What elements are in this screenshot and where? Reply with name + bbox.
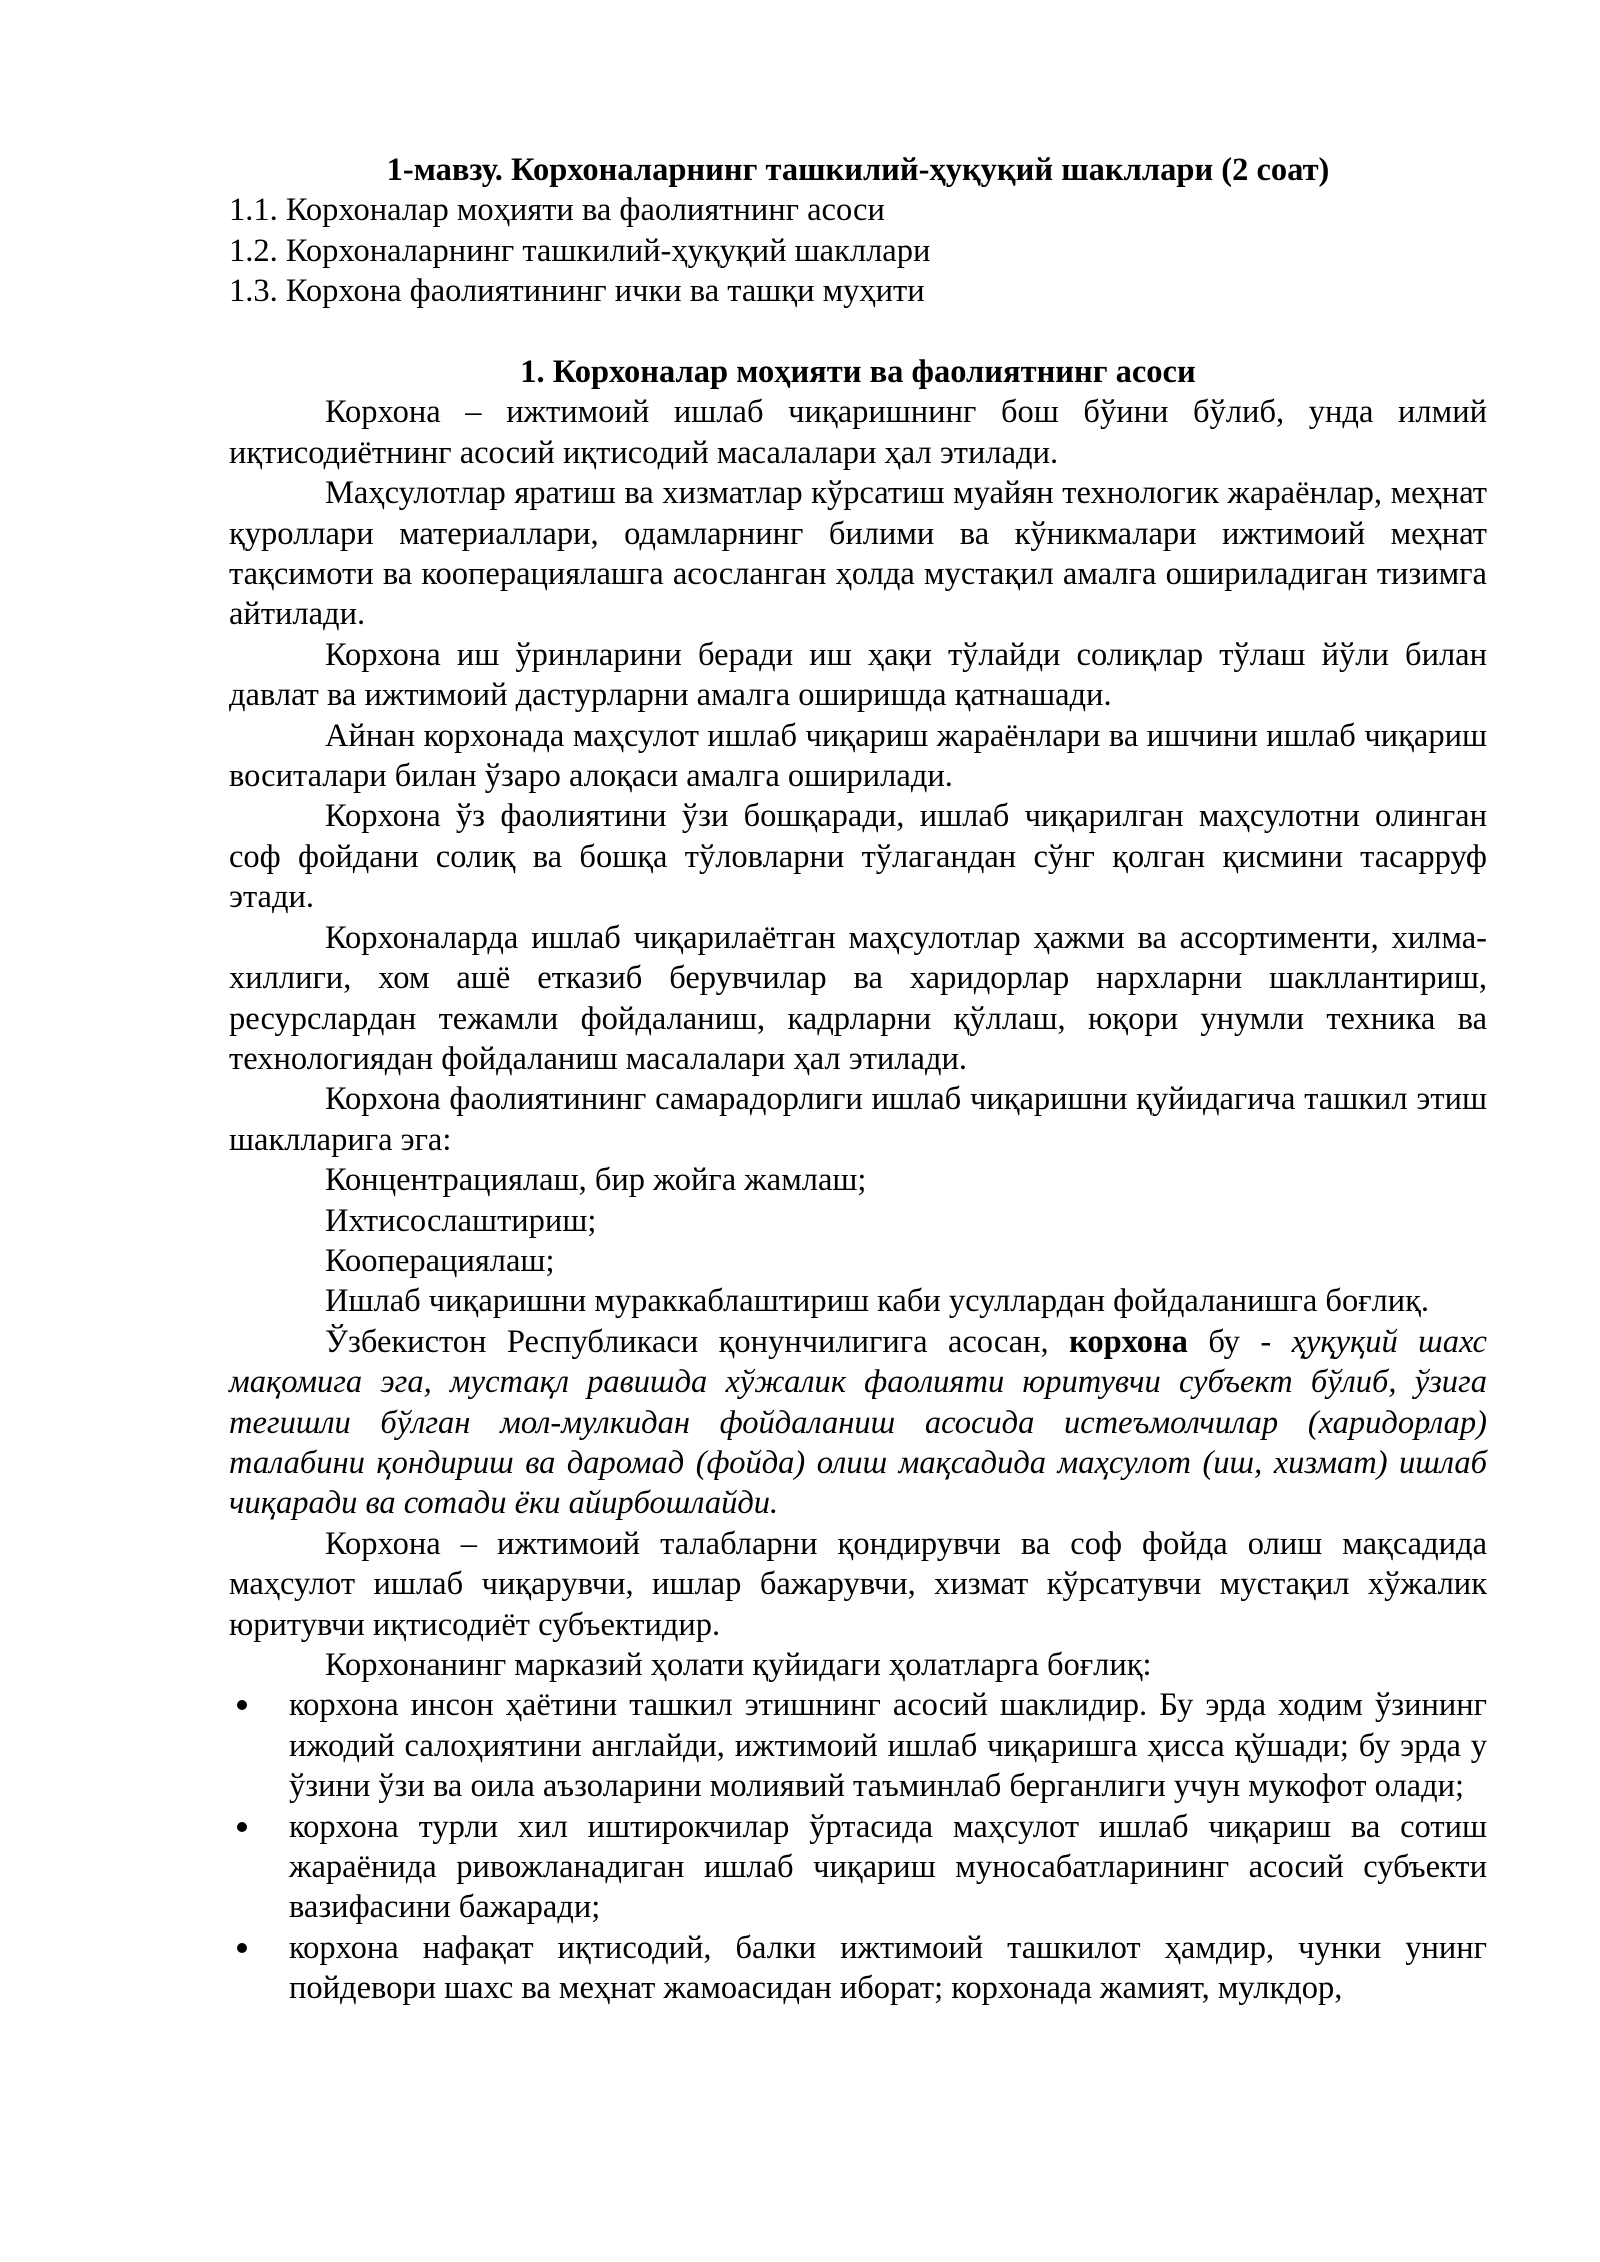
section-title: 1. Корхоналар моҳияти ва фаолиятнинг асоси bbox=[520, 354, 1196, 391]
form-item-3: Кооперациялаш; bbox=[325, 1242, 555, 1279]
bullet-dot-icon bbox=[237, 1943, 247, 1953]
bullet-dot-icon bbox=[237, 1700, 247, 1710]
definition-mid: бу - bbox=[1187, 1323, 1292, 1360]
paragraph-subject: Корхона – ижтимоий талабларни қондирувчи ва соф фойда олиш мақсадида маҳсулот ишлаб чиқарувчи, ишлар бажарувчи, хизмат кўрсатувчи мустақил хўжалик юритувчи иқтисодиёт субъектидир. bbox=[229, 1525, 1487, 1643]
toc-item-2: 1.2. Корхоналарнинг ташкилий-ҳуқуқий шакллари bbox=[229, 232, 931, 269]
paragraph-5: Корхона ўз фаолиятини ўзи бошқаради, ишлаб чиқарилган маҳсулотни олинган соф фойдани солиқ ва бошқа тўловларни тўлагандан сўнг қолган қисмини тасарруф этади. bbox=[229, 798, 1487, 916]
bullet-list bbox=[229, 1685, 1487, 2008]
definition-term: корхона bbox=[1069, 1323, 1188, 1360]
bullet-item-3 bbox=[229, 1928, 1487, 2009]
definition-paragraph bbox=[229, 1322, 1487, 1524]
bullet-text-3: корхона нафақат иқтисодий, балки ижтимоий ташкилот ҳамдир, чунки унинг пойдевори шахс ва меҳнат жамоасидан иборат; корхонада жамият, мулкдор, bbox=[289, 1929, 1487, 2007]
paragraph-2: Маҳсулотлар яратиш ва хизматлар кўрсатиш муайян технологик жараёнлар, меҳнат қуроллари материаллари, одамларнинг билими ва кўникмалари ижтимоий меҳнат тақсимоти ва кооперациялашга асосланган ҳолда мустақил амалга ошириладиган тизимга айтилади. bbox=[229, 475, 1487, 633]
definition-text: ҳуқуқий шахс мақомига эга, мустақл равишда хўжалик фаолияти юритувчи субъект бўлиб, ўзига тегишли бўлган мол-мулкидан фойдаланиш асосида истеъмолчилар (харидорлар) талабини қондириш ва даромад (фойда) олиш мақсадида маҳсулот (иш, хизмат) ишлаб чиқаради ва сотади ёки айирбошлайди. bbox=[229, 1323, 1487, 1522]
toc-item-1: 1.1. Корхоналар моҳияти ва фаолиятнинг асоси bbox=[229, 192, 885, 229]
paragraph-4: Айнан корхонада маҳсулот ишлаб чиқариш жараёнлари ва ишчини ишлаб чиқариш воситалари билан ўзаро алоқаси амалга оширилади. bbox=[229, 717, 1487, 795]
document-page bbox=[229, 150, 1487, 2009]
bullet-item-1 bbox=[229, 1685, 1487, 1806]
form-item-1: Концентрациялаш, бир жойга жамлаш; bbox=[325, 1162, 867, 1199]
toc-item-3: 1.3. Корхона фаолиятининг ички ва ташқи муҳити bbox=[229, 273, 925, 310]
paragraph-methods: Ишлаб чиқаришни мураккаблаштириш каби усуллардан фойдаланишга боғлиқ. bbox=[325, 1283, 1430, 1320]
bullet-item-2 bbox=[229, 1807, 1487, 1928]
paragraph-7: Корхона фаолиятининг самарадорлиги ишлаб чиқаришни қуйидагича ташкил этиш шаклларига эга: bbox=[229, 1081, 1487, 1158]
definition-lead: Ўзбекистон Республикаси қонунчилигига асосан, bbox=[325, 1323, 1070, 1360]
paragraph-central: Корхонанинг марказий ҳолати қуйидаги ҳолатларга боғлиқ: bbox=[325, 1647, 1152, 1684]
paragraph-6: Корхоналарда ишлаб чиқарилаётган маҳсулотлар ҳажми ва ассортименти, хилма-хиллиги, хом ашё етказиб берувчилар ва харидорлар нархларни шакллантириш, ресурслардан тежамли фойдаланиш, кадрларни қўллаш, юқори унумли техника ва технологиядан фойдаланиш масалалари ҳал этилади. bbox=[229, 919, 1487, 1077]
topic-title: 1-мавзу. Корхоналарнинг ташкилий-ҳуқуқий шакллари (2 соат) bbox=[386, 152, 1330, 188]
paragraph-1: Корхона – ижтимоий ишлаб чиқаришнинг бош бўини бўлиб, унда илмий иқтисодиётнинг асосий иқтисодий масалалари ҳал этилади. bbox=[229, 394, 1487, 471]
bullet-text-2: корхона турли хил иштирокчилар ўртасида маҳсулот ишлаб чиқариш ва сотиш жараёнида ривожланадиган ишлаб чиқариш муносабатларининг асосий субъекти вазифасини бажаради; bbox=[289, 1808, 1487, 1926]
spacer bbox=[229, 312, 1487, 352]
bullet-text-1: корхона инсон ҳаётини ташкил этишнинг асосий шаклидир. Бу эрда ходим ўзининг ижодий салоҳиятини англайди, ижтимоий ишлаб чиқаришга ҳисса қўшади; бу эрда у ўзини ўзи ва оила аъзоларини молиявий таъминлаб берганлиги учун мукофот олади; bbox=[289, 1687, 1487, 1805]
bullet-dot-icon bbox=[237, 1822, 247, 1832]
form-item-2: Ихтисослаштириш; bbox=[325, 1202, 597, 1239]
paragraph-3: Корхона иш ўринларини беради иш ҳақи тўлайди солиқлар тўлаш йўли билан давлат ва ижтимоий дастурларни амалга оширишда қатнашади. bbox=[229, 636, 1487, 714]
